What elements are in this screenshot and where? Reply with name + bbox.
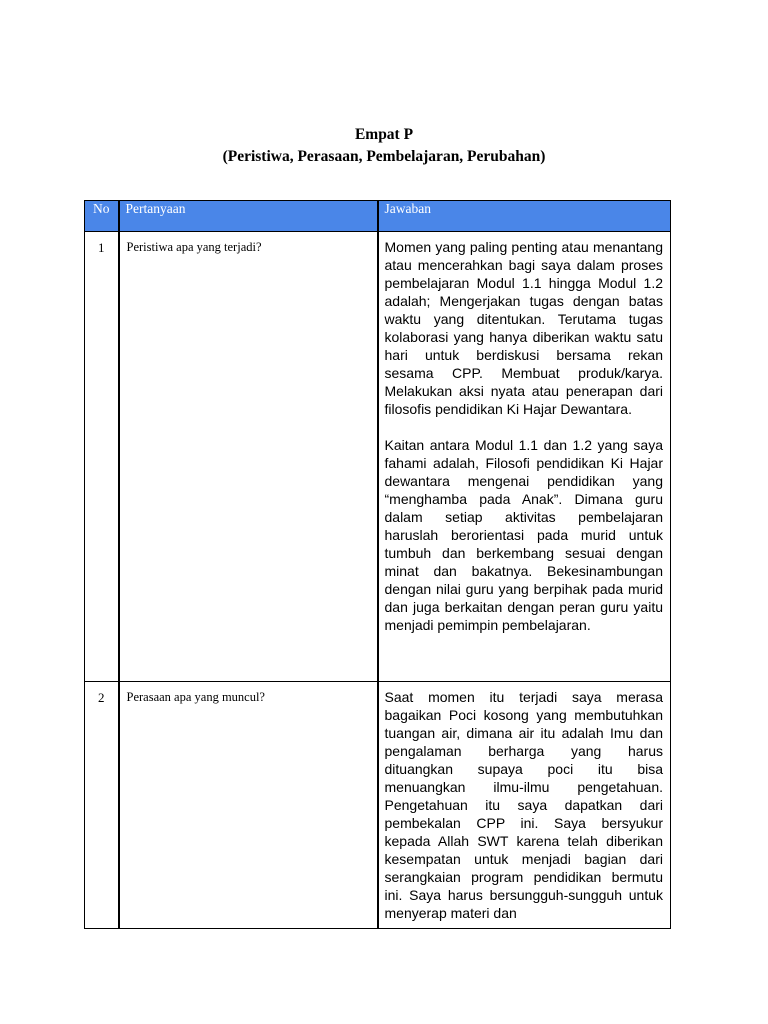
question-cell: Perasaan apa yang muncul?	[119, 682, 378, 929]
header-question: Pertanyaan	[119, 201, 378, 232]
document-title: Empat P	[354, 126, 414, 143]
answer-paragraph: Kaitan antara Modul 1.1 dan 1.2 yang saya fahami adalah, Filosofi pendidikan Ki Hajar dewantara mengenai pendidikan yang “menghamba pada Anak”. Dimana guru dalam setiap aktivitas pembelajaran haruslah berorientasi pada murid untuk tumbuh dan berkembang sesuai dengan minat dan bakatnya. Bekesinambungan dengan nilai guru yang berpihak pada murid dan juga berkaitan dengan peran guru yaitu menjadi pemimpin pembelajaran.	[384, 437, 663, 633]
reflection-table	[84, 200, 671, 929]
answer-paragraph: Saat momen itu terjadi saya merasa bagaikan Poci kosong yang membutuhkan tuangan air, dimana air itu adalah Imu dan pengalaman berharga yang harus dituangkan supaya poci itu bisa menuangkan ilmu-ilmu pengetahuan. Pengetahuan itu saya dapatkan dari pembekalan CPP ini. Saya bersyukur kepada Allah SWT karena telah diberikan kesempatan untuk menjadi bagian dari serangkaian program pendidikan bermutu ini. Saya harus bersungguh-sungguh untuk menyerap materi dan	[384, 689, 663, 921]
question-cell: Peristiwa apa yang terjadi?	[119, 232, 378, 682]
table-row	[85, 232, 671, 682]
answer-paragraph: Momen yang paling penting atau menantang atau mencerahkan bagi saya dalam proses pembelajaran Modul 1.1 hingga Modul 1.2 adalah; Mengerjakan tugas dengan batas waktu yang ditentukan. Terutama tugas kolaborasi yang hanya diberikan waktu satu hari untuk berdiskusi bersama rekan sesama CPP. Membuat produk/karya. Melakukan aksi nyata atau penerapan dari filosofis pendidikan Ki Hajar Dewantara.	[384, 239, 663, 417]
row-number: 1	[85, 232, 119, 682]
table-header-row	[85, 201, 671, 232]
document-subtitle: (Peristiwa, Perasaan, Pembelajaran, Perubahan)	[222, 148, 546, 165]
document-heading	[0, 124, 768, 168]
row-number: 2	[85, 682, 119, 929]
header-no: No	[85, 201, 119, 232]
header-answer: Jawaban	[378, 201, 671, 232]
answer-cell	[378, 232, 671, 682]
table-row	[85, 682, 671, 929]
answer-cell	[378, 682, 671, 929]
